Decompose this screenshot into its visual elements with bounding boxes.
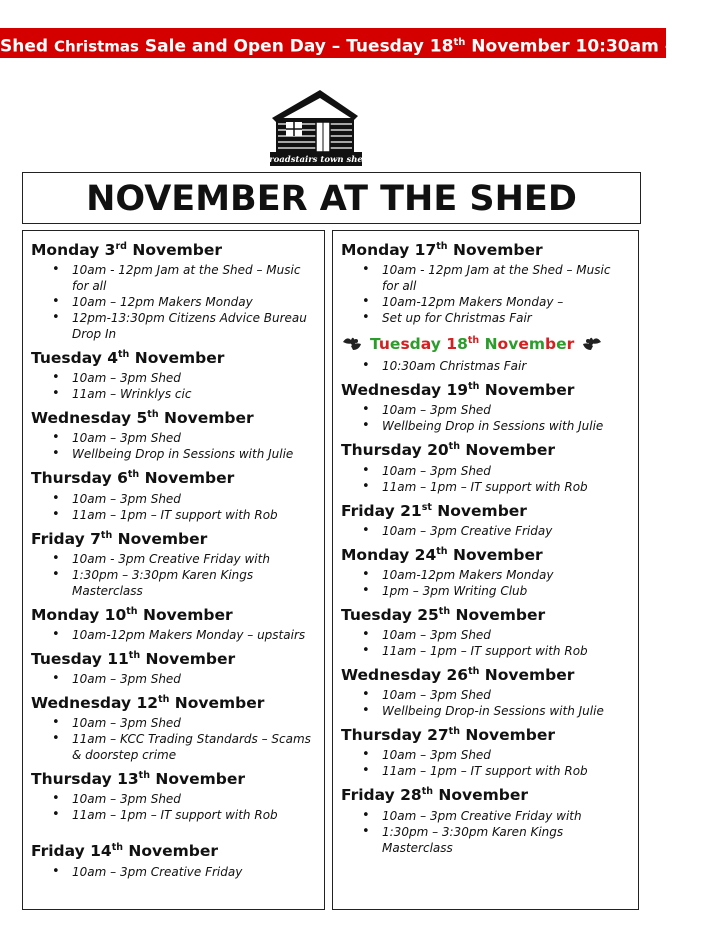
list-item: • 10am – 12pm Makers Monday	[72, 294, 316, 310]
day-heading: Monday 17th November	[341, 241, 543, 260]
list-item: • Wellbeing Drop in Sessions with Julie	[382, 418, 630, 434]
list-item: • 11am – Wrinklys cic	[72, 386, 316, 402]
christmas-fair-heading: Tuesday 18th November	[341, 330, 630, 355]
day-heading: Friday 28th November	[341, 786, 529, 805]
event-list	[341, 808, 630, 856]
event-list	[341, 687, 630, 719]
page-title: NOVEMBER AT THE SHED	[86, 179, 577, 219]
list-item: • 1:30pm – 3:30pm Karen Kings Masterclass	[72, 567, 316, 599]
list-item: • 11am – 1pm – IT support with Rob	[72, 807, 316, 823]
list-item: • 10am - 12pm Jam at the Shed – Music for all	[72, 262, 316, 294]
list-item: • 10am – 3pm Shed	[72, 715, 316, 731]
event-list	[341, 402, 630, 434]
day-heading: Wednesday 19th November	[341, 381, 575, 400]
event-list	[341, 358, 630, 374]
list-item: • 11am – 1pm – IT support with Rob	[382, 479, 630, 495]
event-list	[31, 551, 316, 599]
event-list	[341, 523, 630, 539]
event-list	[341, 567, 630, 599]
left-column	[22, 230, 325, 910]
list-item: • 10am – 3pm Shed	[382, 747, 630, 763]
list-item: • 11am – KCC Trading Standards – Scams & doorstep crime	[72, 731, 316, 763]
shed-logo-icon	[263, 86, 369, 170]
day-heading: Tuesday 25th November	[341, 605, 546, 625]
day-heading: Wednesday 5th November	[31, 409, 254, 428]
day-heading: Wednesday 26th November	[341, 666, 575, 685]
banner-text-3: November 10:30am –1pm	[465, 36, 715, 57]
day-heading: Friday 21st November	[341, 501, 527, 520]
banner-superscript: th	[453, 37, 466, 48]
list-item: • 10am – 3pm Creative Friday	[72, 864, 316, 880]
day-heading: Monday 10th November	[31, 605, 233, 624]
list-item: • 12pm-13:30pm Citizens Advice Bureau Drop In	[72, 310, 316, 342]
day-heading: Thursday 6th November	[31, 469, 235, 488]
event-list	[31, 671, 316, 687]
event-list	[31, 791, 316, 823]
list-item: • 10am – 3pm Shed	[72, 370, 316, 386]
right-column	[332, 230, 639, 910]
list-item: • 10am – 3pm Creative Friday	[382, 523, 630, 539]
day-heading: Thursday 13th November	[31, 770, 246, 789]
event-list	[31, 370, 316, 402]
day-heading: Friday 14th November	[31, 842, 219, 861]
day-heading: Monday 24th November	[341, 545, 543, 564]
title-box	[22, 172, 641, 224]
list-item: • 10am-12pm Makers Monday –	[382, 294, 630, 310]
holly-icon	[579, 332, 603, 354]
day-heading: Friday 7th November	[31, 529, 208, 548]
day-heading: Tuesday 4th November	[31, 349, 225, 368]
list-item: • 10am – 3pm Shed	[72, 671, 316, 687]
list-item: • 10am-12pm Makers Monday	[382, 567, 630, 583]
event-list	[31, 715, 316, 763]
list-item: • 11am – 1pm – IT support with Rob	[382, 763, 630, 779]
event-list	[341, 627, 630, 659]
list-item: • 11am – 1pm – IT support with Rob	[72, 507, 316, 523]
day-heading: Thursday 27th November	[341, 726, 556, 745]
event-list	[31, 430, 316, 462]
list-item: • 10am – 3pm Shed	[72, 491, 316, 507]
list-item: • 10am – 3pm Shed	[382, 463, 630, 479]
list-item: • 10:30am Christmas Fair	[382, 358, 630, 374]
day-heading: Tuesday 11th November	[31, 649, 236, 669]
list-item: • Wellbeing Drop-in Sessions with Julie	[382, 703, 630, 719]
header-banner	[0, 28, 715, 58]
day-heading: Monday 3rd November	[31, 241, 223, 260]
event-list	[31, 491, 316, 523]
day-heading: Wednesday 12th November	[31, 694, 265, 713]
logo-text: broadstairs town shed	[263, 155, 369, 165]
list-item: • 10am – 3pm Creative Friday with	[382, 808, 630, 824]
banner-text-2: Sale and Open Day – Tuesday 18	[138, 36, 454, 57]
list-item: • 1:30pm – 3:30pm Karen Kings Masterclass	[382, 824, 630, 856]
list-item: • Wellbeing Drop in Sessions with Julie	[72, 446, 316, 462]
event-list	[341, 747, 630, 779]
event-list	[341, 463, 630, 495]
list-item: • 10am-12pm Makers Monday – upstairs	[72, 627, 316, 643]
list-item: • 10am – 3pm Shed	[382, 402, 630, 418]
list-item: • 10am - 12pm Jam at the Shed – Music for all	[382, 262, 630, 294]
list-item: • 10am – 3pm Shed	[382, 687, 630, 703]
event-list	[31, 262, 316, 342]
day-heading: Thursday 20th November	[341, 441, 556, 460]
holly-icon	[341, 332, 365, 354]
event-list	[341, 262, 630, 326]
list-item: • 1pm – 3pm Writing Club	[382, 583, 630, 599]
event-list	[31, 864, 316, 880]
event-list	[31, 627, 316, 643]
banner-text-1: Shed	[0, 36, 54, 57]
list-item: • 10am - 3pm Creative Friday with	[72, 551, 316, 567]
list-item: • 10am – 3pm Shed	[72, 430, 316, 446]
list-item: • 11am – 1pm – IT support with Rob	[382, 643, 630, 659]
list-item: • Set up for Christmas Fair	[382, 310, 630, 326]
list-item: • 10am – 3pm Shed	[382, 627, 630, 643]
list-item: • 10am – 3pm Shed	[72, 791, 316, 807]
banner-text-christmas: Christmas	[53, 37, 139, 56]
